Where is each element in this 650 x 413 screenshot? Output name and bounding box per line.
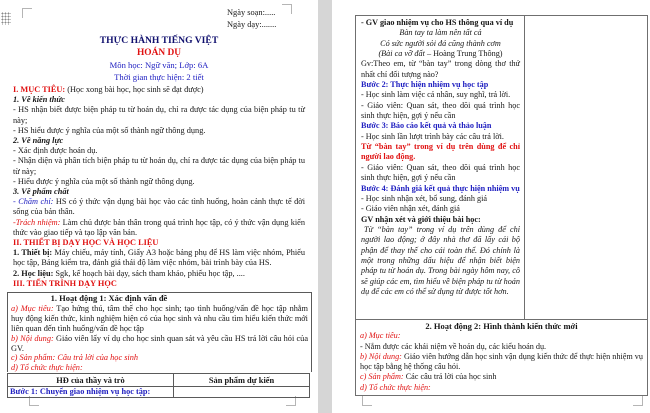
paragraph: - Giáo viên: Quan sát, theo dõi quá trình học sinh thực hiện, gợi ý nếu cần	[361, 100, 520, 121]
paragraph	[13, 197, 305, 217]
activity1-title: 1. Hoạt động 1: Xác định vấn đề	[50, 293, 168, 303]
heading-pham-chat: 3. Về phẩm chất	[13, 187, 69, 197]
paragraph: - HS nhận biết được biện pháp tu từ hoán dụ, chỉ ra được tác dụng của biện pháp tu từ này;	[13, 105, 305, 125]
text-thiet-bi: Máy chiếu, máy tính, Giấy A3 hoặc bảng phụ để HS làm việc nhóm, Phiếu học tập, Bảng kiểm tra, đánh giá thái độ làm việc nhóm, bài trình bày của HS.	[13, 248, 305, 268]
duration-line: Thời gian thực hiện: 2 tiết	[114, 72, 204, 82]
doc-title: THỰC HÀNH TIẾNG VIỆT	[99, 35, 219, 46]
page-1	[0, 0, 318, 413]
paragraph: - Giáo viên nhận xét, đánh giá	[361, 204, 460, 214]
label-muc-tieu: a) Mục tiêu:	[360, 331, 401, 341]
paragraph: - Học sinh nhận xét, bổ sung, đánh giá	[361, 193, 487, 203]
paragraph	[11, 334, 308, 354]
gv-introduction: Từ “bàn tay” trong ví dụ trên dùng để chỉ người lao động; ở đây nhà thơ đã lấy cái bộ phận để thay thế cho cái toàn thể. Đó chính là một trong những dấu hiệu để nhận biết biện pháp tu từ hoán dụ. Trong bài ngày hôm nay, cô sẽ giúp các em, tìm hiểu về biện pháp tu từ hoán dụ để các em có thể sử dụng từ được tốt hơn.	[361, 224, 520, 296]
paragraph: - Học sinh lần lượt trình bày các câu trả lời.	[361, 131, 504, 141]
paragraph: - Nhận diện và phân tích biện pháp tu từ hoán dụ, chỉ ra được tác dụng của biện pháp tu từ này;	[13, 156, 305, 176]
date-line-soan: Ngày soạn:.....	[227, 8, 276, 17]
table-header-row	[7, 373, 310, 387]
title-block	[13, 35, 305, 83]
step3-heading: Bước 3: Báo cáo kết quả và thảo luận	[361, 121, 492, 131]
label-noi-dung: b) Nội dung:	[360, 351, 402, 361]
label-to-chuc: d) Tổ chức thực hiện:	[11, 363, 83, 372]
paragraph	[13, 269, 305, 279]
activity2-title: 2. Hoạt động 2: Hình thành kiến thức mới	[425, 321, 578, 331]
label-san-pham: c) Sản phẩm:	[11, 353, 56, 363]
left-body-text	[13, 85, 305, 289]
label-to-chuc: d) Tổ chức thực hiện:	[360, 382, 431, 392]
page-gap	[318, 0, 332, 413]
label-trach-nhiem: -Trách nhiệm:	[13, 217, 61, 227]
section-head: I. MỤC TIÊU:	[13, 85, 66, 94]
empty-cell	[174, 386, 309, 397]
text-trach-nhiem: Làm chủ được bản thân trong quá trình học tập, có ý thức vận dụng kiến thức vào giao tiếp và tạo lập văn bản.	[13, 217, 305, 237]
gv-remark-heading	[361, 215, 520, 225]
label-noi-dung: b) Nội dung:	[11, 333, 54, 343]
teacher-student-activity-cell	[356, 16, 525, 319]
paragraph	[11, 304, 308, 334]
date-line-day: Ngày dạy:.......	[227, 20, 277, 29]
text-noi-dung: Giáo viên lấy ví dụ cho học sinh quan sát và yêu cầu HS trả lời câu hỏi của GV.	[11, 333, 308, 353]
section-thiet-bi: II. THIẾT BỊ DẠY HỌC VÀ HỌC LIỆU	[13, 238, 159, 248]
page-2	[332, 0, 650, 413]
gv-remark-text: nhận xét và giới thiệu bài học:	[373, 214, 481, 224]
label-cham-chi: - Chăm chỉ:	[13, 197, 54, 207]
text-noi-dung: Giáo viên hướng dẫn học sinh vận dụng kiến thức để thực hiện nhiệm vụ học tập bằng hệ thống câu hỏi.	[360, 351, 643, 372]
column-header-san-pham: Sản phẩm dự kiến	[208, 376, 275, 385]
poem-source-author: – Hoàng Trung Thông)	[424, 49, 503, 59]
section-tien-trinh: III. TIẾN TRÌNH DẠY HỌC	[13, 278, 117, 288]
heading-kien-thuc: 1. Về kiến thức	[13, 95, 65, 105]
paragraph	[11, 353, 308, 363]
text-muc-tieu: - Nắm được các khái niệm về hoán dụ, các kiểu hoán dụ.	[360, 341, 547, 351]
text-san-pham: Câu trả lời của học sinh	[55, 353, 139, 363]
gv-question: Gv:Theo em, từ “bàn tay” trong dòng thơ thứ nhất chỉ đối tượng nào?	[361, 59, 520, 79]
margin-mark-top-right	[282, 4, 292, 14]
doc-subtitle: HOÁN DỤ	[136, 48, 181, 58]
expected-result-cell	[525, 16, 647, 319]
paragraph	[360, 372, 643, 382]
subject-line: Môn học: Ngữ văn; Lớp: 6A	[109, 60, 209, 70]
paragraph: - Học sinh làm việc cá nhân, suy nghĩ, trả lời.	[361, 90, 511, 100]
lesson-table	[355, 15, 648, 396]
section-muc-tieu	[13, 85, 305, 95]
text-hoc-lieu: Sgk, kế hoạch bài dạy, sách tham khảo, phiếu học tập, ....	[53, 268, 245, 278]
table-move-handle-icon[interactable]	[1, 12, 11, 25]
poem-source	[361, 49, 520, 59]
paragraph	[13, 248, 305, 268]
paragraph: - Xác định được hoán dụ.	[13, 146, 98, 156]
label-muc-tieu: a) Mục tiêu:	[11, 303, 54, 313]
margin-mark-bottom-right	[633, 396, 643, 406]
paragraph: - Hiểu được ý nghĩa của một số thành ngữ thông dụng.	[13, 176, 195, 186]
heading-nang-luc: 2. Về năng lực	[13, 136, 64, 146]
poem-line: Bàn tay ta làm nên tất cả	[399, 28, 482, 38]
section-head-rest: (Học xong bài học, học sinh sẽ đạt được)	[65, 85, 204, 94]
label-hoc-lieu: 2. Học liệu:	[13, 268, 54, 278]
poem-source-title: (Bài ca vỡ đất	[378, 49, 425, 59]
activity2-section	[356, 320, 647, 395]
table-row-content	[356, 16, 647, 320]
step4-heading: Bước 4: Đánh giá kết quả thực hiện nhiệm vụ	[361, 183, 520, 193]
gv-label: GV	[361, 214, 374, 224]
text-muc-tieu: Tạo hứng thú, tâm thế cho học sinh; tạo tình huống/vấn đề học tập nhằm huy động kiến thức, kinh nghiệm hiện có của học sinh và nhu cầu tìm hiểu kiến thức mới liên quan đến tình huống/vấn đề học tập	[11, 303, 308, 333]
answer-highlight: Từ “bàn tay” trong ví dụ trên dùng để chỉ người lao động.	[361, 142, 520, 162]
label-san-pham: c) Sản phẩm:	[360, 372, 404, 382]
text-san-pham: Các câu trả lời của học sinh	[403, 372, 497, 382]
paragraph: - Giáo viên: Quan sát, theo dõi quá trình học sinh thực hiện, gợi ý nếu cần	[361, 162, 520, 183]
label-thiet-bi: 1. Thiết bị:	[13, 248, 53, 258]
step1-heading: Bước 1: Chuyển giao nhiệm vụ học tập:	[8, 386, 174, 397]
margin-mark-bottom-left	[362, 396, 372, 406]
column-header-hd: HĐ của thầy và trò	[8, 374, 174, 386]
date-block	[227, 7, 276, 31]
paragraph	[13, 218, 305, 238]
step2-heading: Bước 2: Thực hiện nhiệm vụ học tập	[361, 80, 489, 90]
paragraph	[360, 352, 643, 373]
paragraph: - HS hiểu được ý nghĩa của một số thành ngữ thông dụng.	[13, 125, 206, 135]
activity1-box	[7, 292, 312, 372]
text-cham-chi: HS có ý thức vận dụng bài học vào các tình huống, hoàn cảnh thực tế đời sống của bản thân.	[13, 197, 305, 217]
margin-mark-top-left	[22, 8, 32, 18]
table-row-buoc1	[7, 386, 310, 398]
poem-line: Có sức người sỏi đá cũng thành cơm	[380, 38, 501, 48]
gv-task-line: - GV giao nhiệm vụ cho HS thông qua ví dụ	[361, 18, 514, 27]
